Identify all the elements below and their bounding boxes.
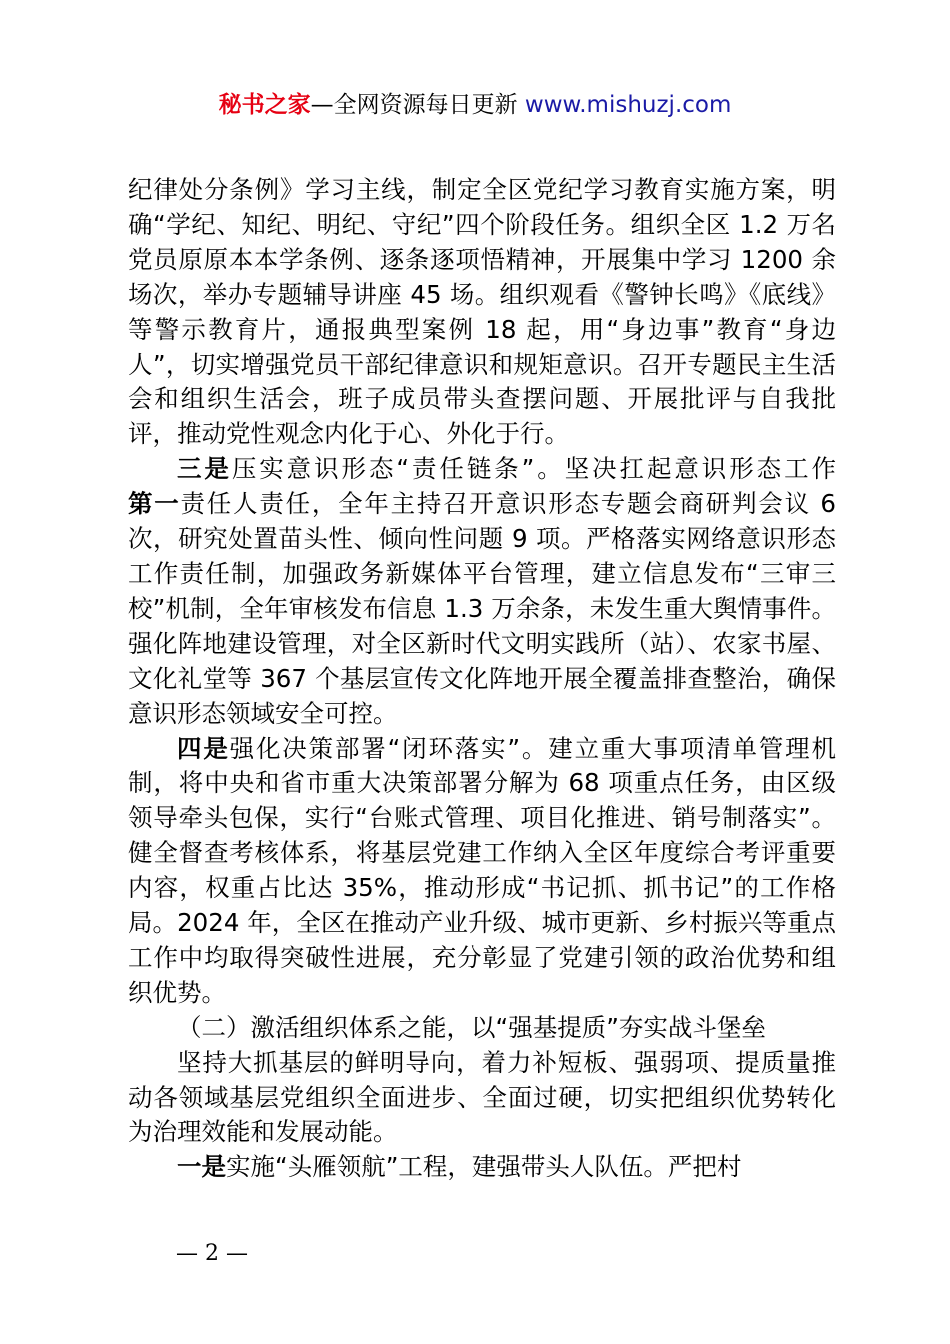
- paragraph-ideology-responsibility-2: [128, 487, 836, 731]
- paragraph-lead-third: 三是: [177, 454, 232, 484]
- paragraph-text: 压实意识形态“责任链条”。坚决扛起意识形态工作: [231, 454, 836, 484]
- site-brand: 秘书之家: [218, 92, 311, 118]
- paragraph-grassroots: 坚持大抓基层的鲜明导向，着力补短板、强弱项、提质量推动各领域基层党组织全面进步、全面过硬，切实把组织优势转化为治理效能和发展动能。: [128, 1047, 836, 1147]
- document-body: [128, 173, 836, 1185]
- paragraph-lead-first: 一是: [177, 1152, 226, 1182]
- page-number: — 2 —: [176, 1241, 248, 1266]
- site-header: [0, 90, 950, 120]
- paragraph-text: 强化决策部署“闭环落实”。建立重大事项清单管理机制，将中央和省市重大决策部署分解为 68 项重点任务，由区级领导牵头包保，实行“台账式管理、项目化推进、销号制落实”。健全督查考核体系，将基层党建工作纳入全区年度综合考评重要内容，权重占比达 35%，推动形成“书记抓、抓书记”的工作格局。2024 年，全区在推动产业升级、城市更新、乡村振兴等重点工作中均取得突破性进展，充分彰显了党建引领的政治优势和组织优势。: [128, 733, 836, 1007]
- site-url-link[interactable]: www.mishuzj.com: [524, 92, 732, 118]
- paragraph-text: 实施“头雁领航”工程，建强带头人队伍。严把村: [226, 1152, 742, 1182]
- section-heading: （二）激活组织体系之能，以“强基提质”夯实战斗堡垒: [177, 1012, 766, 1042]
- paragraph-decision-implementation: [128, 732, 836, 1011]
- site-tagline: —全网资源每日更新: [310, 92, 525, 118]
- paragraph-lead-first-responsible: 第一: [128, 489, 181, 519]
- paragraph-leader-team: [128, 1150, 836, 1185]
- paragraph-lead-fourth: 四是: [177, 733, 230, 763]
- paragraph-text: 责任人责任，全年主持召开意识形态专题会商研判会议 6 次，研究处置苗头性、倾向性问题 9 项。严格落实网络意识形态工作责任制，加强政务新媒体平台管理，建立信息发布“三审三校”机制，全年审核发布信息 1.3 万余条，未发生重大舆情事件。强化阵地建设管理，对全区新时代文明实践所（站）、农家书屋、文化礼堂等 367 个基层宣传文化阵地开展全覆盖排查整治，确保意识形态领域安全可控。: [128, 489, 837, 728]
- paragraph-ideology-responsibility-1: [128, 452, 836, 487]
- paragraph-discipline-study: 纪律处分条例》学习主线，制定全区党纪学习教育实施方案，明确“学纪、知纪、明纪、守纪”四个阶段任务。组织全区 1.2 万名党员原原本本学条例、逐条逐项悟精神，开展集中学习 1200 余场次，举办专题辅导讲座 45 场。组织观看《警钟长鸣》《底线》等警示教育片，通报典型案例 18 起，用“身边事”教育“身边人”，切实增强党员干部纪律意识和规矩意识。召开专题民主生活会和组织生活会，班子成员带头查摆问题、开展批评与自我批评，推动党性观念内化于心、外化于行。: [128, 175, 836, 449]
